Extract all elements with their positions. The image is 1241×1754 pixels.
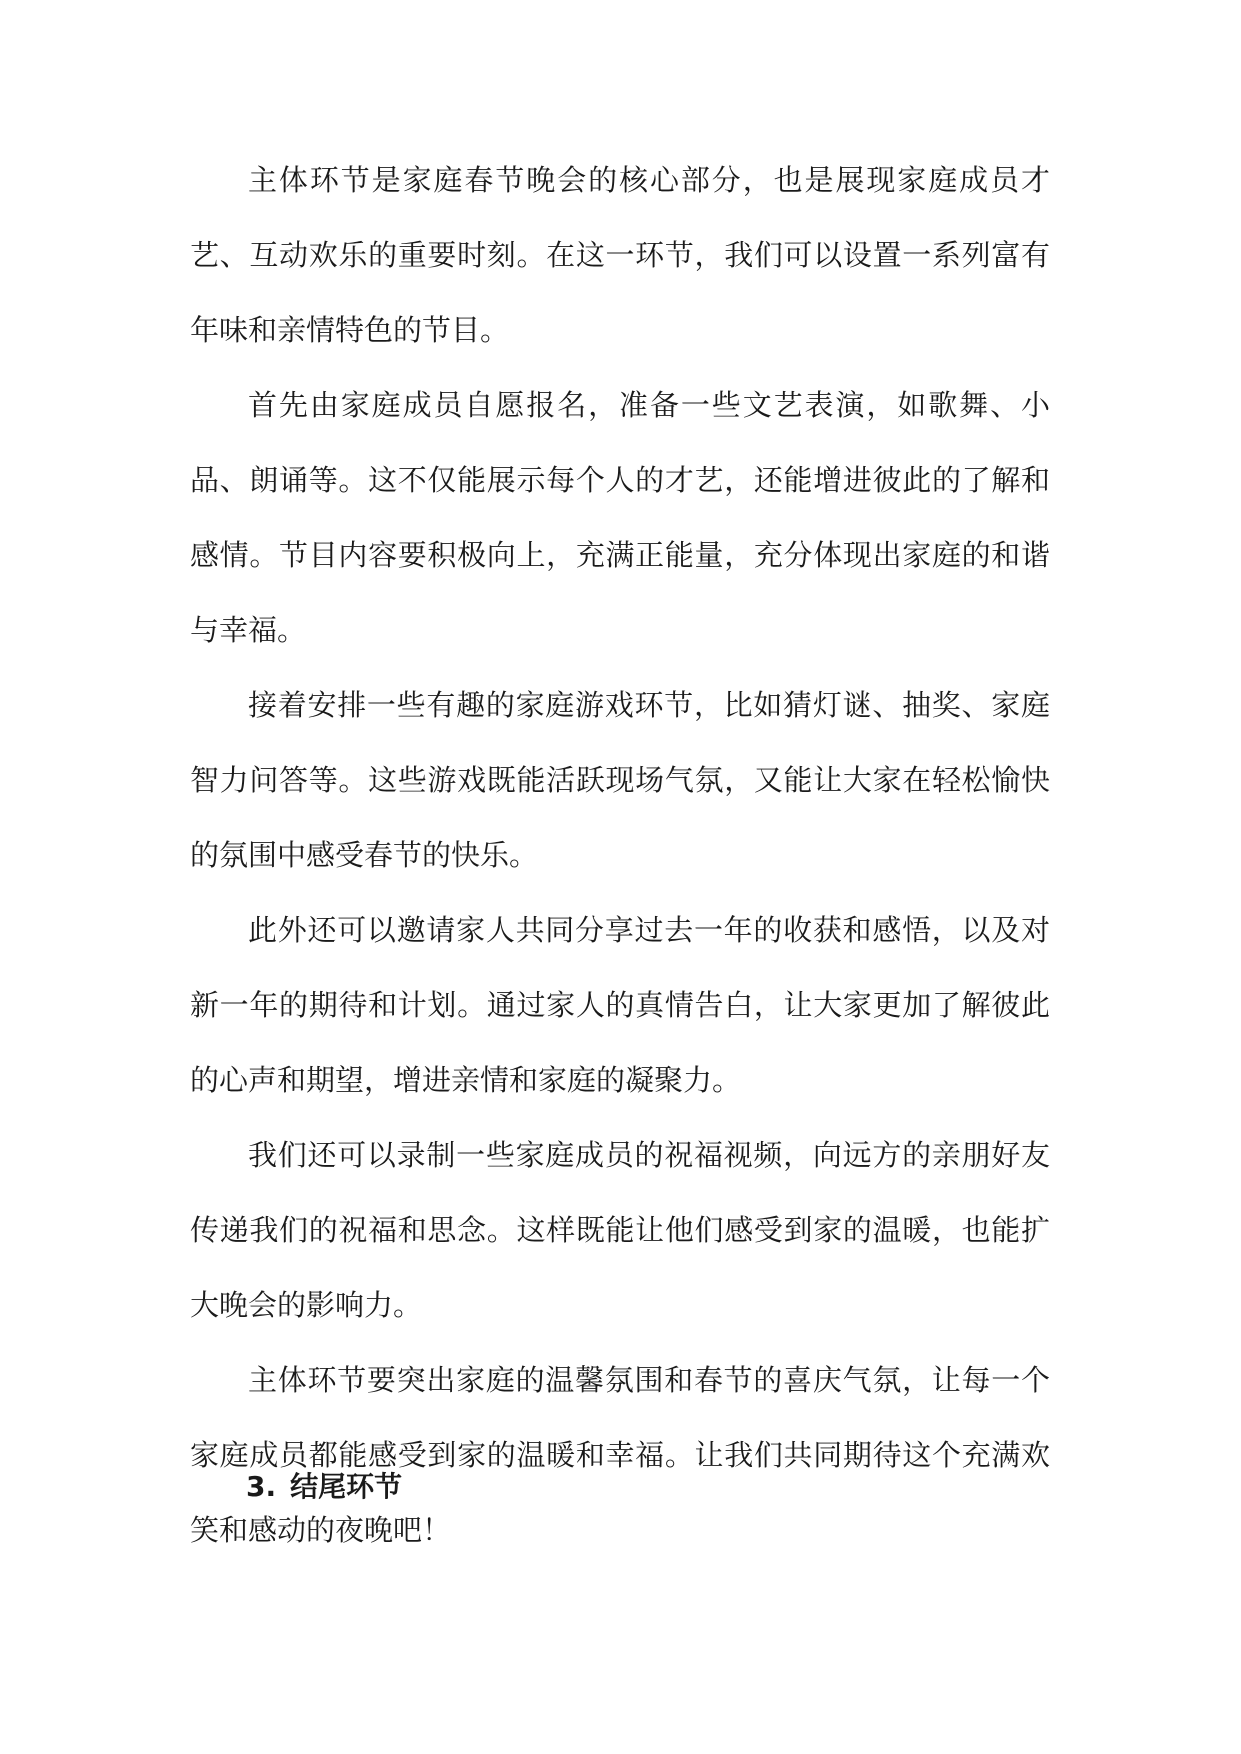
section-number: 3. — [246, 1470, 277, 1503]
paragraph-summary: 主体环节要突出家庭的温馨氛围和春节的喜庆气氛，让每一个家庭成员都能感受到家的温暖和幸福。让我们共同期待这个充满欢笑和感动的夜晚吧！ — [190, 1363, 1050, 1547]
paragraph-performances: 首先由家庭成员自愿报名，准备一些文艺表演，如歌舞、小品、朗诵等。这不仅能展示每个人的才艺，还能增进彼此的了解和感情。节目内容要积极向上，充满正能量，充分体现出家庭的和谐与幸福。 — [190, 388, 1050, 647]
paragraph-sharing: 此外还可以邀请家人共同分享过去一年的收获和感悟，以及对新一年的期待和计划。通过家人的真情告白，让大家更加了解彼此的心声和期望，增进亲情和家庭的凝聚力。 — [190, 913, 1050, 1097]
paragraph-games: 接着安排一些有趣的家庭游戏环节，比如猜灯谜、抽奖、家庭智力问答等。这些游戏既能活跃现场气氛，又能让大家在轻松愉快的氛围中感受春节的快乐。 — [190, 688, 1050, 872]
paragraph-blessing-videos: 我们还可以录制一些家庭成员的祝福视频，向远方的亲朋好友传递我们的祝福和思念。这样既能让他们感受到家的温暖，也能扩大晚会的影响力。 — [190, 1138, 1050, 1322]
paragraph-main-segment-intro: 主体环节是家庭春节晚会的核心部分，也是展现家庭成员才艺、互动欢乐的重要时刻。在这一环节，我们可以设置一系列富有年味和亲情特色的节目。 — [190, 163, 1050, 347]
section-heading — [246, 1467, 402, 1507]
section-title: 结尾环节 — [290, 1470, 403, 1503]
body-text — [190, 143, 1050, 1568]
